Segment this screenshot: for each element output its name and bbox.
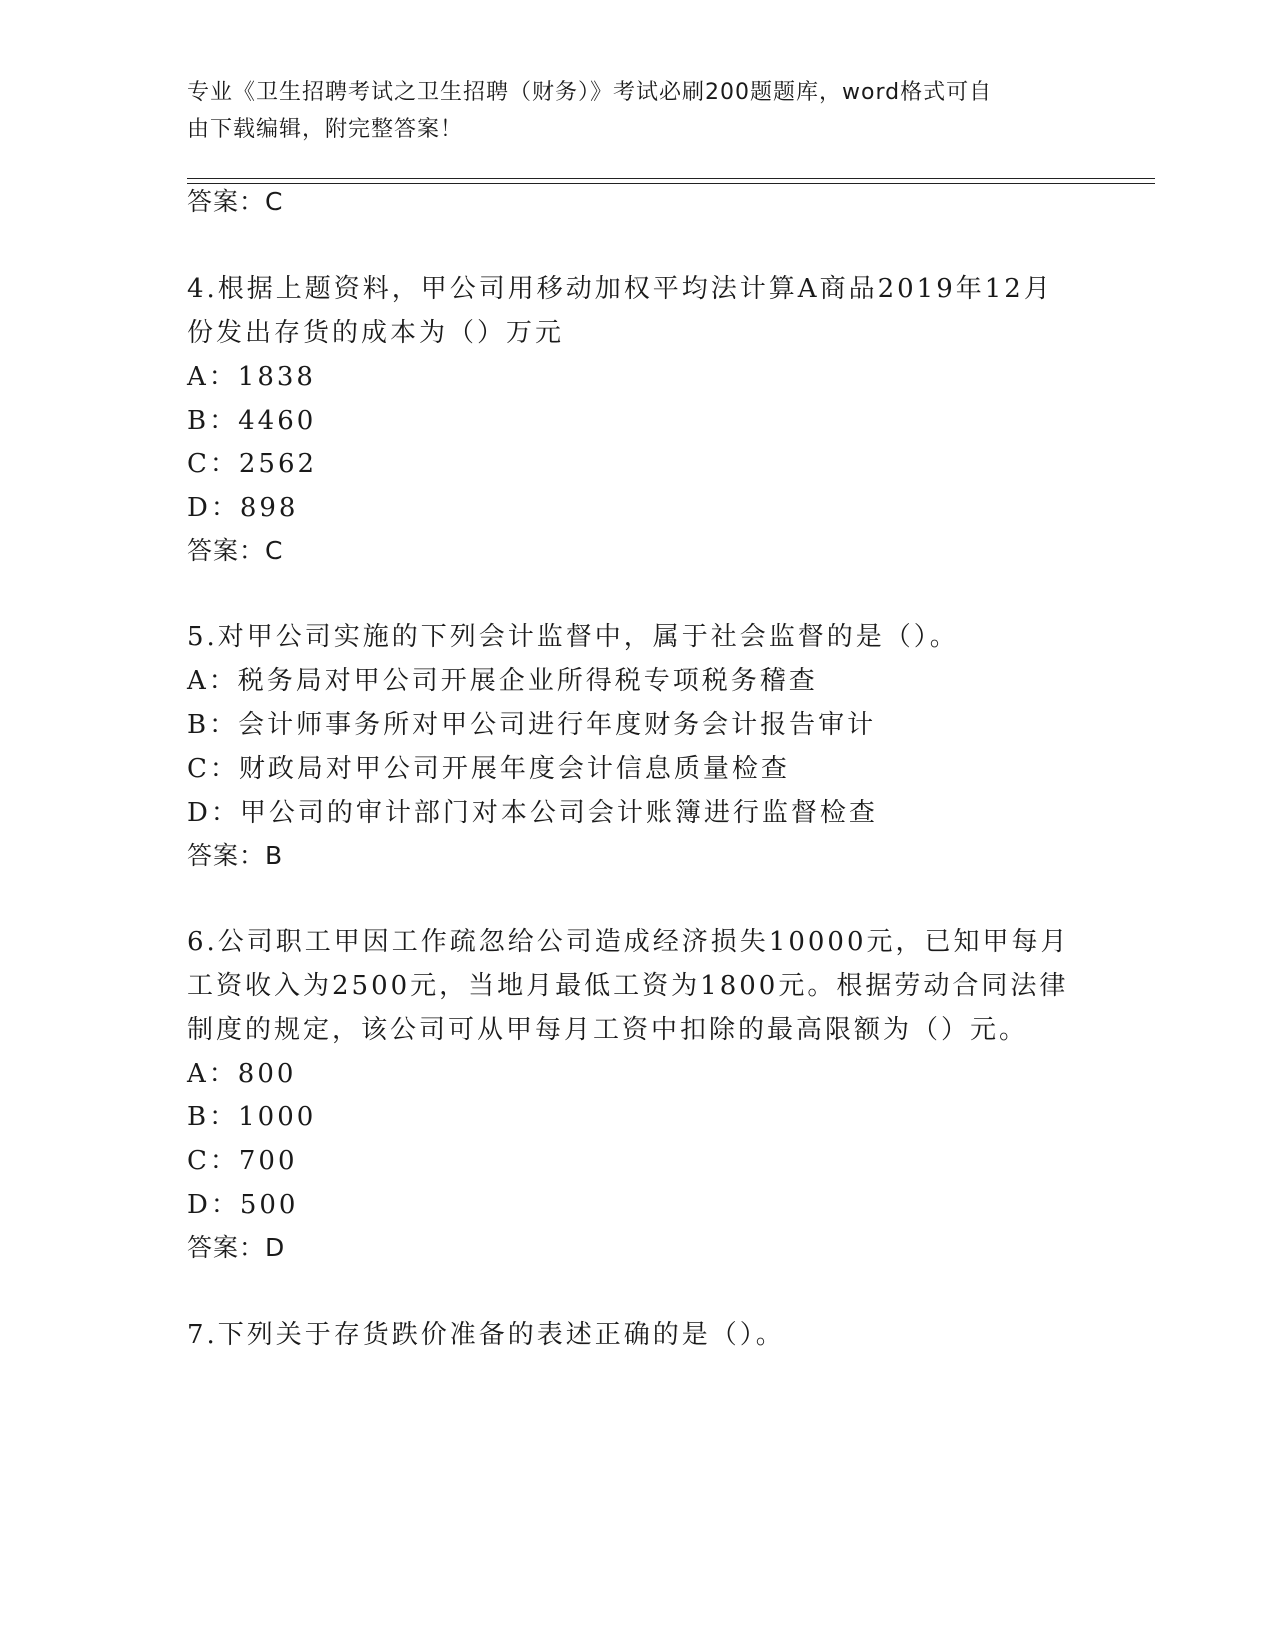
page-header xyxy=(187,74,1067,148)
question-4-answer: 答案：C xyxy=(187,536,284,565)
question-6-option-b: B：1000 xyxy=(187,1102,317,1132)
question-6-option-c: C：700 xyxy=(187,1146,298,1176)
question-4-option-d: D：898 xyxy=(187,493,299,523)
question-6-answer: 答案：D xyxy=(187,1233,286,1262)
question-4-option-b: B：4460 xyxy=(187,406,317,436)
question-5-option-b: B：会计师事务所对甲公司进行年度财务会计报告审计 xyxy=(187,710,877,740)
question-5-answer: 答案：B xyxy=(187,841,284,870)
header-line-1: 专业《卫生招聘考试之卫生招聘（财务）》考试必刷200题题库，word格式可自 xyxy=(187,80,993,105)
header-divider-bottom xyxy=(187,183,1155,184)
question-4-option-c: C：2562 xyxy=(187,449,318,479)
question-6-option-d: D：500 xyxy=(187,1190,299,1220)
question-7-line-1: 7.下列关于存货跌价准备的表述正确的是（）。 xyxy=(187,1320,785,1350)
question-6-option-a: A：800 xyxy=(187,1059,297,1089)
question-4-line-1: 4.根据上题资料，甲公司用移动加权平均法计算A商品2019年12月 xyxy=(187,274,1053,304)
header-divider-top xyxy=(187,178,1155,179)
question-6-line-2: 工资收入为2500元，当地月最低工资为1800元。根据劳动合同法律 xyxy=(187,971,1069,1001)
question-5-line-1: 5.对甲公司实施的下列会计监督中，属于社会监督的是（）。 xyxy=(187,622,959,652)
question-5-option-c: C：财政局对甲公司开展年度会计信息质量检查 xyxy=(187,754,790,784)
question-6-line-1: 6.公司职工甲因工作疏忽给公司造成经济损失10000元，已知甲每月 xyxy=(187,927,1070,957)
question-5-option-a: A：税务局对甲公司开展企业所得税专项税务稽查 xyxy=(187,666,818,696)
question-4-line-2: 份发出存货的成本为（）万元 xyxy=(187,318,565,348)
question-5-option-d: D：甲公司的审计部门对本公司会计账簿进行监督检查 xyxy=(187,798,878,828)
question-6-line-3: 制度的规定，该公司可从甲每月工资中扣除的最高限额为（）元。 xyxy=(187,1015,1029,1045)
answer-previous: 答案：C xyxy=(187,187,284,216)
question-4-option-a: A：1838 xyxy=(187,362,316,392)
header-line-2: 由下载编辑，附完整答案！ xyxy=(187,117,464,142)
